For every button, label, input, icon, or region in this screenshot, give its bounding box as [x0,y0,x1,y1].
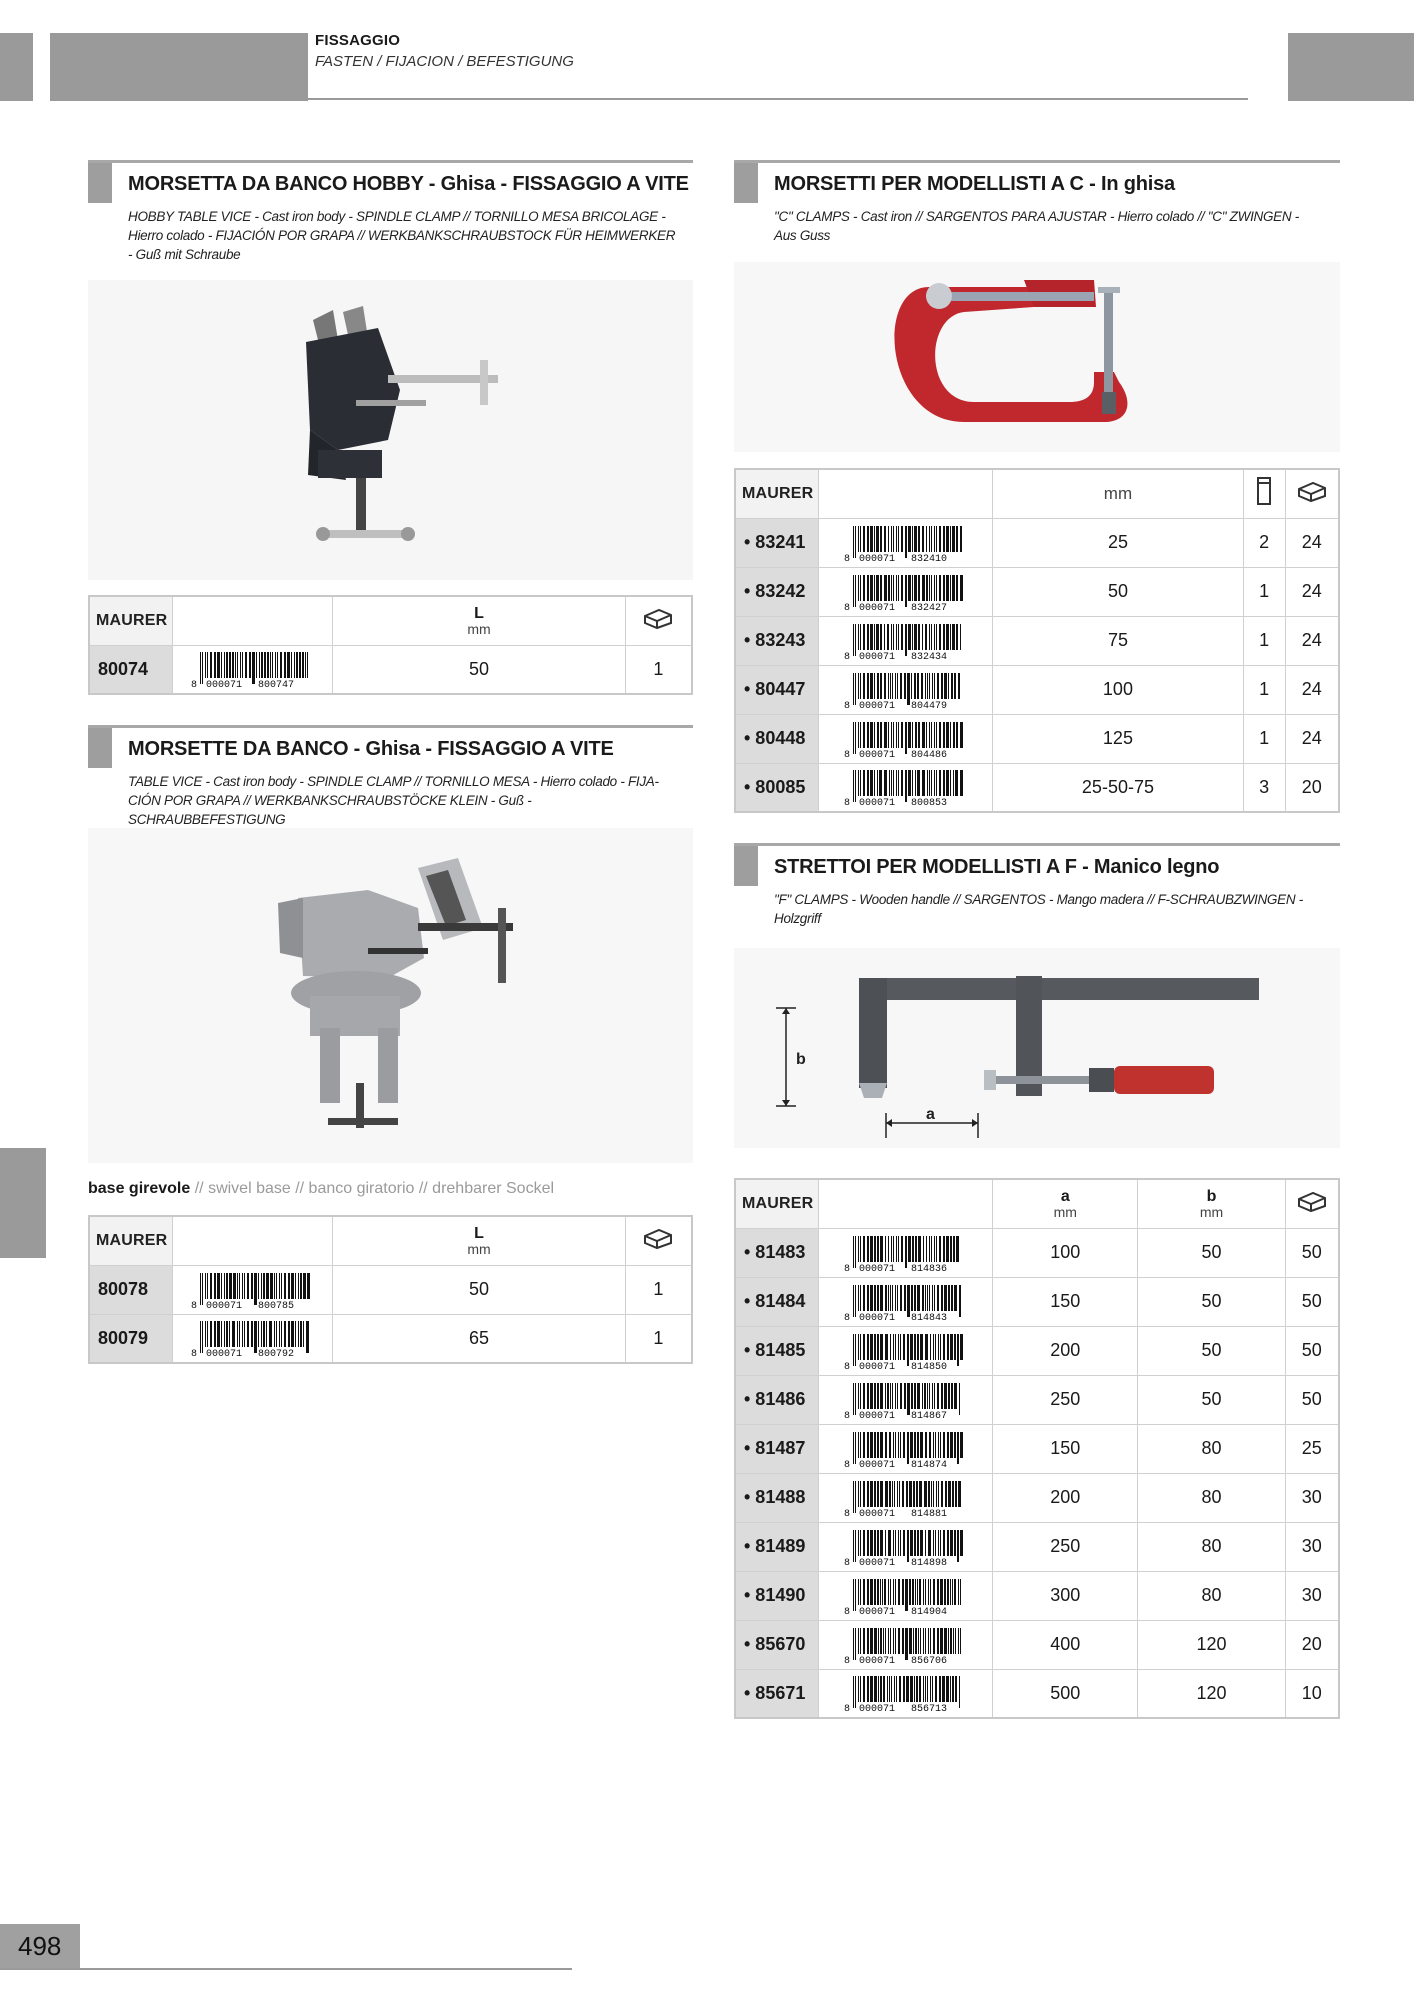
brand-logo: MAURER [89,1216,173,1265]
brand-logo: MAURER [89,596,173,645]
ean-digits-left: 000071 [858,1655,895,1664]
barcode [173,645,333,694]
inner-pack-qty: 1 [1243,714,1285,763]
pack-qty: 20 [1285,763,1339,812]
swivel-base-caption: base girevole // swivel base // banco giratorio // drehbarer Sockel [88,1180,555,1197]
ean-digit-first: 8 [843,1263,850,1272]
dim-b-value: 80 [1138,1473,1285,1522]
ean-digits-left: 000071 [858,1508,895,1517]
ean-digits-right: 814881 [910,1508,947,1517]
ean-digits-right: 814850 [910,1361,947,1370]
dim-b-value: 80 [1138,1571,1285,1620]
ean-digits-right: 800792 [257,1349,294,1358]
dim-a-value: 300 [993,1571,1138,1620]
ean-digit-first: 8 [843,1410,850,1419]
dim-a-value: 150 [993,1424,1138,1473]
pack-qty: 1 [625,1265,692,1314]
product-code: 80079 [89,1314,173,1363]
section-title-bench-vice: MORSETTE DA BANCO - Ghisa - FISSAGGIO A VITE [128,738,614,760]
ean-digits-right: 814874 [910,1459,947,1468]
product-code: • 85670 [735,1620,819,1669]
bench-vice-image [88,828,693,1163]
dim-b-value: 120 [1138,1669,1285,1718]
inner-pack-qty: 1 [1243,616,1285,665]
header-block [50,33,308,101]
footer-rule [0,1968,572,1970]
ean-digit-first: 8 [190,1300,197,1309]
size-mm: 25-50-75 [993,763,1244,812]
product-code: • 81487 [735,1424,819,1473]
size-mm: 25 [993,518,1244,567]
header-a: a mm [993,1179,1138,1228]
dim-b-value: 50 [1138,1375,1285,1424]
length-value: 50 [333,1265,625,1314]
pack-qty: 24 [1285,665,1339,714]
product-code: • 80447 [735,665,819,714]
table-row [89,645,692,694]
header-b: b mm [1138,1179,1285,1228]
pack-qty: 30 [1285,1522,1339,1571]
section-rule [88,160,693,163]
pack-qty: 50 [1285,1228,1339,1277]
inner-pack-icon [1243,469,1285,518]
barcode [819,616,993,665]
product-code: 80078 [89,1265,173,1314]
table-f-clamps [734,1178,1340,1719]
ean-digits-right: 814904 [910,1606,947,1615]
table-row [735,1228,1339,1277]
section-marker [734,846,758,886]
table-row [735,1620,1339,1669]
ean-digit-first: 8 [843,1508,850,1517]
pack-qty: 20 [1285,1620,1339,1669]
section-title-f-clamps: STRETTOI PER MODELLISTI A F - Manico legno [774,856,1220,878]
ean-digits-left: 000071 [858,651,895,660]
barcode [173,1314,333,1363]
page-number: 498 [0,1924,80,1968]
ean-digit-first: 8 [190,1349,197,1358]
ean-digits-left: 000071 [858,749,895,758]
section-desc-c-clamps: "C" CLAMPS - Cast iron // SARGENTOS PARA AJUSTAR - Hierro colado // "C" ZWINGEN - Aus Guss [774,209,1299,243]
ean-digits-left: 000071 [205,680,242,689]
barcode [819,1669,993,1718]
dim-a-value: 250 [993,1375,1138,1424]
ean-digit-first: 8 [843,651,850,660]
dim-a-value: 400 [993,1620,1138,1669]
ean-digits-left: 000071 [858,1459,895,1468]
pack-qty: 50 [1285,1326,1339,1375]
size-mm: 100 [993,665,1244,714]
ean-digits-left: 000071 [858,798,895,807]
product-code: • 83241 [735,518,819,567]
ean-digit-first: 8 [843,1361,850,1370]
barcode [173,1265,333,1314]
ean-digits-left: 000071 [858,1410,895,1419]
table-hobby-vice [88,595,693,695]
ean-digits-right: 800853 [910,798,947,807]
dim-a-label: a [926,1106,935,1123]
brand-logo: MAURER [735,469,819,518]
section-title-hobby-vice: MORSETTA DA BANCO HOBBY - Ghisa - FISSAGGIO A VITE [128,173,689,195]
table-row [735,1375,1339,1424]
pack-qty: 1 [625,1314,692,1363]
table-row [735,1669,1339,1718]
pack-qty: 24 [1285,567,1339,616]
section-marker [88,163,112,203]
ean-digits-right: 814898 [910,1557,947,1566]
size-mm: 75 [993,616,1244,665]
section-rule [734,160,1340,163]
ean-digits-left: 000071 [858,1361,895,1370]
header-rule [308,98,1248,100]
ean-digit-first: 8 [190,680,197,689]
section-desc-bench-vice: TABLE VICE - Cast iron body - SPINDLE CLAMP // TORNILLO MESA - Hierro colado - FIJA- CIÓN POR GRAPA // WERKBANKSCHRAUBSTÖCKE KLEIN - Guß - SCHRAUBBEFESTIGUNG [128,774,659,827]
ean-digits-right: 832434 [910,651,947,660]
ean-digits-right: 814867 [910,1410,947,1419]
table-row [735,1522,1339,1571]
barcode [819,1424,993,1473]
dim-a-value: 500 [993,1669,1138,1718]
ean-digit-first: 8 [843,1557,850,1566]
dim-b-label: b [796,1051,806,1068]
product-code: • 81488 [735,1473,819,1522]
ean-digit-first: 8 [843,602,850,611]
ean-digit-first: 8 [843,798,850,807]
ean-digit-first: 8 [843,700,850,709]
ean-digits-left: 000071 [858,602,895,611]
product-code: • 81490 [735,1571,819,1620]
pack-qty: 50 [1285,1375,1339,1424]
barcode [819,665,993,714]
ean-digits-right: 856713 [910,1704,947,1713]
ean-digits-right: 804486 [910,749,947,758]
ean-digits-right: 856706 [910,1655,947,1664]
pack-icon [1285,469,1339,518]
table-row [735,763,1339,812]
section-marker [88,728,112,768]
pack-qty: 25 [1285,1424,1339,1473]
pack-qty: 24 [1285,518,1339,567]
hobby-vice-image [88,280,693,580]
dim-a-value: 200 [993,1326,1138,1375]
barcode [819,1326,993,1375]
header-tab-left [0,33,33,101]
dim-b-value: 50 [1138,1326,1285,1375]
ean-digits-right: 800747 [257,680,294,689]
table-row [735,518,1339,567]
barcode [819,763,993,812]
dim-b-value: 50 [1138,1228,1285,1277]
ean-digits-left: 000071 [858,700,895,709]
dim-a-value: 250 [993,1522,1138,1571]
dim-b-value: 80 [1138,1522,1285,1571]
product-code: • 81485 [735,1326,819,1375]
header-length: L mm [333,596,625,645]
product-code: • 83242 [735,567,819,616]
pack-qty: 50 [1285,1277,1339,1326]
table-row [735,1571,1339,1620]
length-value: 65 [333,1314,625,1363]
size-mm: 50 [993,567,1244,616]
pack-qty: 10 [1285,1669,1339,1718]
ean-digit-first: 8 [843,1704,850,1713]
header-subtitle: FASTEN / FIJACION / BEFESTIGUNG [315,53,574,70]
pack-qty: 30 [1285,1473,1339,1522]
table-row [735,714,1339,763]
table-row [89,1314,692,1363]
product-code: • 81483 [735,1228,819,1277]
ean-digits-left: 000071 [858,1312,895,1321]
barcode [819,1277,993,1326]
dim-b-value: 120 [1138,1620,1285,1669]
ean-digits-left: 000071 [205,1349,242,1358]
ean-digit-first: 8 [843,1312,850,1321]
dim-a-value: 100 [993,1228,1138,1277]
table-c-clamps [734,468,1340,813]
product-code: • 80448 [735,714,819,763]
product-code: • 81484 [735,1277,819,1326]
table-row [89,1265,692,1314]
size-mm: 125 [993,714,1244,763]
header-length: L mm [333,1216,625,1265]
barcode [819,518,993,567]
product-code: 80074 [89,645,173,694]
ean-digit-first: 8 [843,553,850,562]
brand-logo: MAURER [735,1179,819,1228]
dim-b-value: 50 [1138,1277,1285,1326]
section-desc-hobby-vice: HOBBY TABLE VICE - Cast iron body - SPINDLE CLAMP // TORNILLO MESA BRICOLAGE - Hierro colado - FIJACIÓN POR GRAPA // WERKBANKSCHRAUBSTOCK FÜR HEIMWERKER - Guß mit Schraube [128,209,676,262]
ean-digit-first: 8 [843,1606,850,1615]
side-tab [0,1148,46,1258]
section-desc-f-clamps: "F" CLAMPS - Wooden handle // SARGENTOS - Mango madera // F-SCHRAUBZWINGEN - Holzgriff [774,892,1303,926]
inner-pack-qty: 2 [1243,518,1285,567]
c-clamp-image [734,262,1340,452]
ean-digits-right: 814843 [910,1312,947,1321]
ean-digits-left: 000071 [205,1300,242,1309]
dim-b-value: 80 [1138,1424,1285,1473]
table-row [735,1424,1339,1473]
ean-digit-first: 8 [843,749,850,758]
ean-digit-first: 8 [843,1655,850,1664]
product-code: • 81489 [735,1522,819,1571]
product-code: • 83243 [735,616,819,665]
header-mm: mm [993,469,1244,518]
section-rule [88,725,693,728]
table-row [735,1326,1339,1375]
section-rule [734,843,1340,846]
barcode [819,1228,993,1277]
pack-qty: 24 [1285,714,1339,763]
table-row [735,1473,1339,1522]
table-row [735,1277,1339,1326]
barcode [819,714,993,763]
dim-a-value: 200 [993,1473,1138,1522]
section-marker [734,163,758,203]
product-code: • 80085 [735,763,819,812]
pack-qty: 24 [1285,616,1339,665]
section-title-c-clamps: MORSETTI PER MODELLISTI A C - In ghisa [774,173,1175,195]
ean-digits-left: 000071 [858,1704,895,1713]
table-bench-vice [88,1215,693,1364]
barcode [819,1522,993,1571]
header-barcode [173,596,333,645]
barcode [819,1620,993,1669]
product-code: • 81486 [735,1375,819,1424]
ean-digits-right: 800785 [257,1300,294,1309]
barcode [819,1571,993,1620]
header-tab-right [1288,33,1414,101]
inner-pack-qty: 3 [1243,763,1285,812]
ean-digits-left: 000071 [858,1557,895,1566]
pack-icon [1285,1179,1339,1228]
pack-icon [625,596,692,645]
ean-digits-left: 000071 [858,1606,895,1615]
ean-digits-right: 832410 [910,553,947,562]
barcode [819,1473,993,1522]
barcode [819,1375,993,1424]
pack-qty: 30 [1285,1571,1339,1620]
f-clamp-image [734,948,1340,1148]
header-title: FISSAGGIO [315,32,401,49]
header-barcode [819,1179,993,1228]
table-row [735,665,1339,714]
pack-qty: 1 [625,645,692,694]
inner-pack-qty: 1 [1243,665,1285,714]
table-row [735,567,1339,616]
table-row [735,616,1339,665]
ean-digits-right: 814836 [910,1263,947,1272]
pack-icon [625,1216,692,1265]
ean-digits-left: 000071 [858,553,895,562]
header-barcode [819,469,993,518]
barcode [819,567,993,616]
dim-a-value: 150 [993,1277,1138,1326]
ean-digits-right: 832427 [910,602,947,611]
header-barcode [173,1216,333,1265]
ean-digit-first: 8 [843,1459,850,1468]
inner-pack-qty: 1 [1243,567,1285,616]
length-value: 50 [333,645,625,694]
ean-digits-right: 804479 [910,700,947,709]
product-code: • 85671 [735,1669,819,1718]
ean-digits-left: 000071 [858,1263,895,1272]
